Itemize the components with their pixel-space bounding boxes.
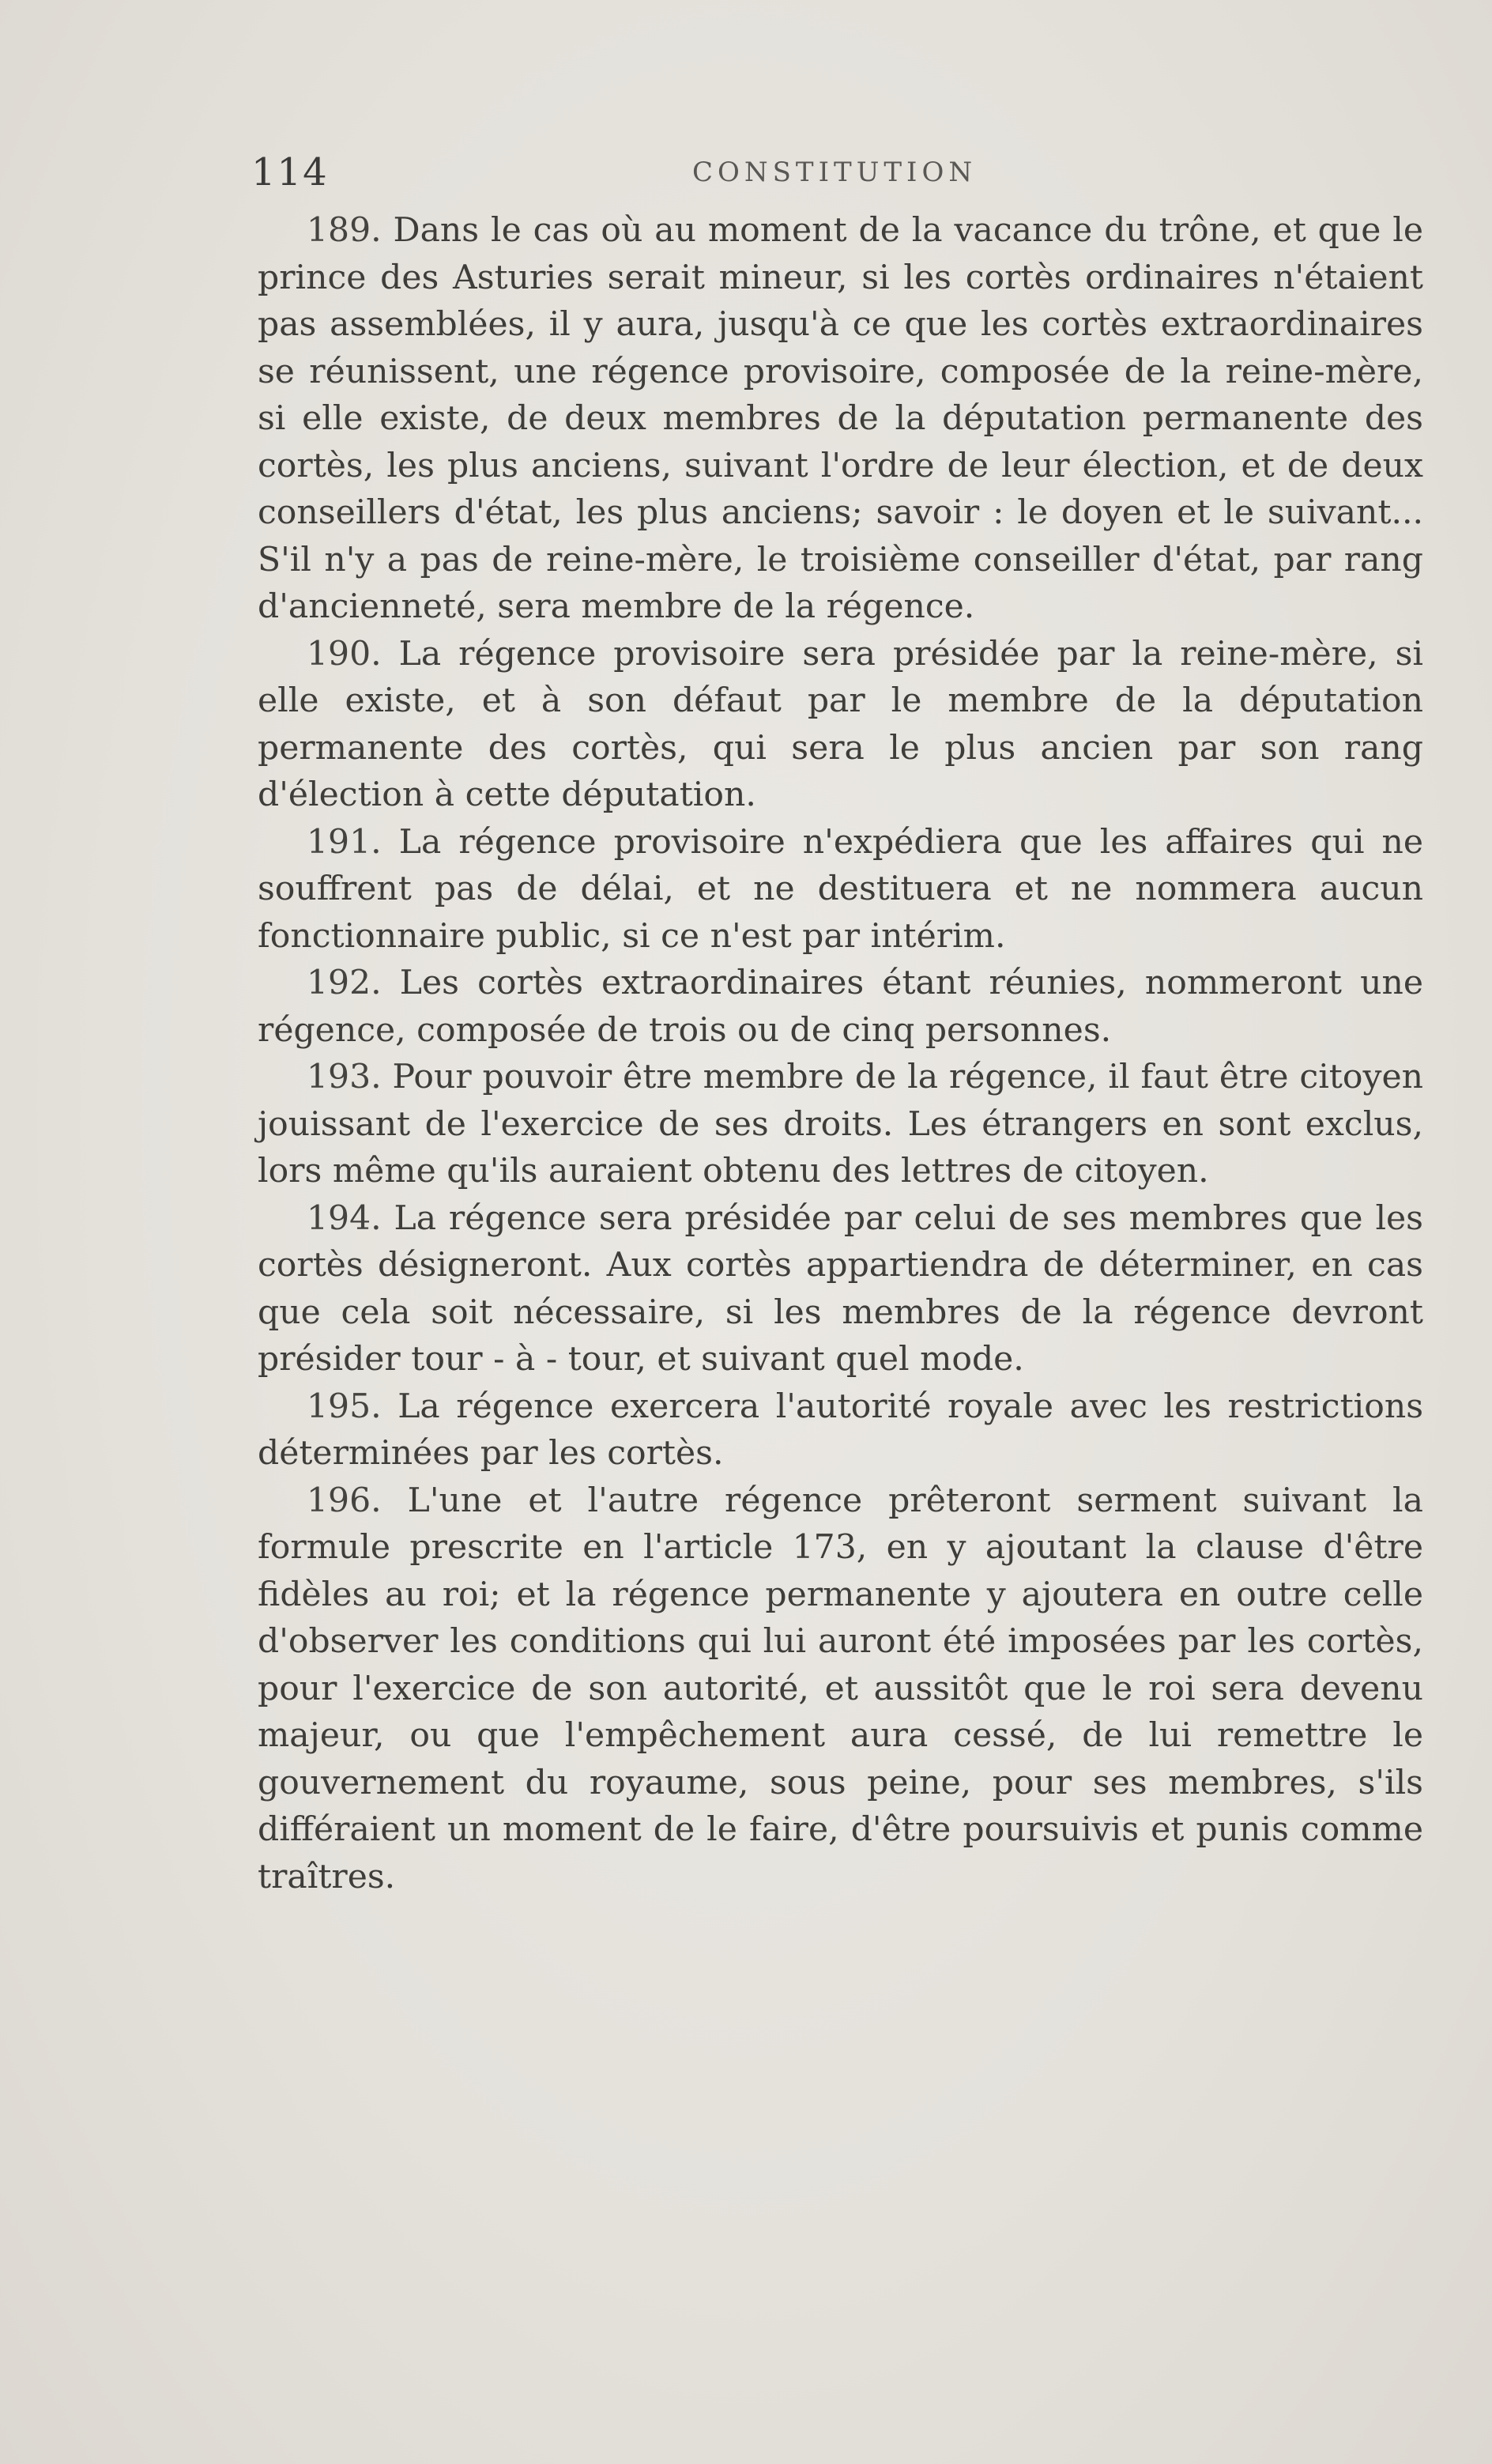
article-189: [258, 207, 1423, 631]
article-number: 193.: [307, 1058, 382, 1096]
article-text: La régence provisoire n'expédiera que les affaires qui ne souffrent pas de délai, et ne destituera et ne nommera aucun fonctionnaire public, si ce n'est par intérim.: [258, 822, 1424, 956]
article-number: 194.: [307, 1198, 382, 1238]
article-text: Pour pouvoir être membre de la régence, il faut être citoyen jouissant de l'exercice de ses droits. Les étrangers en sont exclus, lors même qu'ils auraient obtenu des lettres de citoyen.: [258, 1058, 1424, 1190]
article-text: L'une et l'autre régence prêteront serment suivant la formule prescrite en l'article 173, en y ajoutant la clause d'être fidèles au roi; et la régence permanente y ajoutera en outre celle d'observer les conditions qui lui auront été imposées par les cortès, pour l'exercice de son autorité, et aussitôt que le roi sera devenu majeur, ou que l'empêchement aura cessé, de lui remettre le gouvernement du royaume, sous peine, pour ses membres, s'ils différaient un moment de le faire, d'être poursuivis et punis comme traîtres.: [258, 1481, 1423, 1896]
running-title: CONSTITUTION: [692, 157, 978, 188]
article-number: 191.: [307, 822, 382, 862]
article-number: 195.: [307, 1387, 382, 1426]
article-195: [258, 1383, 1423, 1477]
body-text: [258, 207, 1423, 1900]
page-header: [251, 150, 1437, 198]
article-number: 190.: [307, 634, 382, 674]
article-number: 189.: [307, 211, 382, 250]
article-194: [258, 1195, 1423, 1383]
article-190: [258, 631, 1423, 819]
article-191: [258, 819, 1423, 960]
article-number: 192.: [307, 964, 382, 1002]
article-text: La régence provisoire sera présidée par la reine-mère, si elle existe, et à son défaut par le membre de la députation permanente des cortès, qui sera le plus ancien par son rang d'élection à cette députation.: [258, 634, 1423, 814]
article-text: Dans le cas où au moment de la vacance du trône, et que le prince des Asturies serait mineur, si les cortès ordinaires n'étaient pas assemblées, il y aura, jusqu'à ce que les cortès extraordinaires se réunissent, une régence provisoire, composée de la reine-mère, si elle existe, de deux membres de la députation permanente des cortès, les plus anciens, suivant l'ordre de leur élection, et de deux conseillers d'état, les plus anciens; savoir : le doyen et le suivant... S'il n'y a pas de reine-mère, le troisième conseiller d'état, par rang d'ancienneté, sera membre de la régence.: [258, 211, 1423, 626]
article-193: [258, 1054, 1423, 1195]
article-192: [258, 960, 1423, 1054]
article-text: Les cortès extraordinaires étant réunies, nommeront une régence, composée de trois ou de cinq personnes.: [258, 964, 1423, 1050]
article-number: 196.: [307, 1481, 382, 1520]
article-text: La régence sera présidée par celui de ses membres que les cortès désigneront. Aux cortès appartiendra de déterminer, en cas que cela soit nécessaire, si les membres de la régence devront présider tour - à - tour, et suivant quel mode.: [258, 1198, 1423, 1379]
page-number: 114: [251, 150, 329, 194]
article-text: La régence exercera l'autorité royale avec les restrictions déterminées par les cortès.: [258, 1387, 1424, 1473]
article-196: [258, 1477, 1423, 1901]
